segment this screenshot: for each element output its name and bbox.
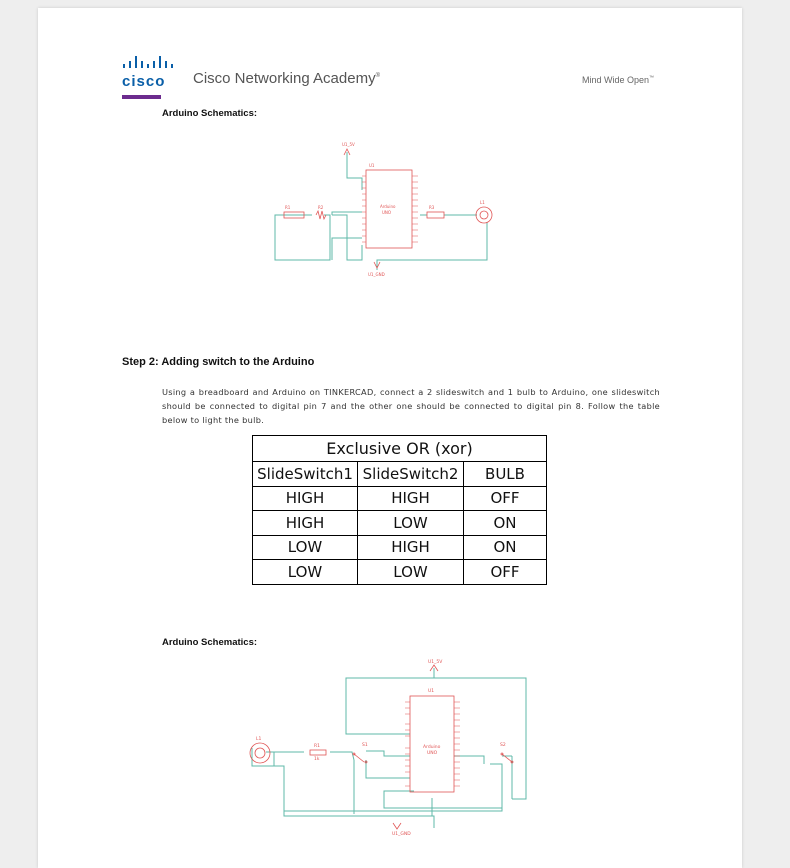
cisco-bars-icon <box>122 55 180 71</box>
label-r1: R1 <box>285 205 291 210</box>
schematic-diagram-1 <box>272 140 502 280</box>
table-row <box>253 486 547 511</box>
header-cell: SlideSwitch2 <box>358 462 464 487</box>
accent-bar <box>122 95 161 99</box>
label-5v-2: U1_5V <box>428 660 443 665</box>
label-arduino: Arduino <box>380 204 396 209</box>
label-l1: L1 <box>480 200 485 205</box>
label-r2: R2 <box>318 205 324 210</box>
schematics-heading-2: Arduino Schematics: <box>162 637 258 648</box>
label-s2: S2 <box>500 743 506 748</box>
label-r1-value: 1k <box>314 757 320 762</box>
table-cell: HIGH <box>358 535 464 560</box>
schematics-heading-1: Arduino Schematics: <box>162 108 258 119</box>
arduino-board-2 <box>410 696 454 792</box>
table-cell: ON <box>464 511 547 536</box>
label-5v: U1_5V <box>342 142 355 147</box>
cisco-logo <box>122 55 182 90</box>
bulb-icon <box>476 207 492 223</box>
label-uno: UNO <box>382 210 392 215</box>
label-uno-2: UNO <box>427 751 438 756</box>
tagline: Mind Wide Open™ <box>582 75 655 85</box>
label-l1-2: L1 <box>256 737 262 742</box>
table-cell: HIGH <box>253 486 358 511</box>
label-arduino-2: Arduino <box>423 745 441 750</box>
table-cell: LOW <box>358 560 464 585</box>
table-row <box>253 511 547 536</box>
step2-heading: Step 2: Adding switch to the Arduino <box>122 356 315 368</box>
table-cell: LOW <box>253 560 358 585</box>
table-cell: OFF <box>464 560 547 585</box>
table-cell: LOW <box>358 511 464 536</box>
label-r1-2: R1 <box>314 744 320 749</box>
header-cell: SlideSwitch1 <box>253 462 358 487</box>
table-row <box>253 535 547 560</box>
label-gnd: U1_GND <box>368 272 385 277</box>
academy-name: Cisco Networking Academy® <box>193 70 380 87</box>
table-cell: ON <box>464 535 547 560</box>
cisco-wordmark: cisco <box>122 73 166 90</box>
label-u1: U1 <box>369 163 375 168</box>
label-s1: S1 <box>362 743 368 748</box>
label-gnd-2: U1_GND <box>392 832 411 837</box>
label-r3: R3 <box>429 205 435 210</box>
table-title: Exclusive OR (xor) <box>253 436 547 462</box>
arduino-board <box>366 170 412 248</box>
table-cell: OFF <box>464 486 547 511</box>
bulb-icon-2 <box>250 743 270 763</box>
header-cell: BULB <box>464 462 547 487</box>
step2-paragraph: Using a breadboard and Arduino on TINKERCAD, connect a 2 slideswitch and 1 bulb to Arduino, one slideswitch should be connected to digital pin 7 and the other one should be connected to digital pin 8. Follow the table below to light the bulb. <box>162 387 660 425</box>
table-cell: HIGH <box>358 486 464 511</box>
table-cell: HIGH <box>253 511 358 536</box>
label-u1-2: U1 <box>428 689 435 694</box>
xor-truth-table <box>252 435 547 585</box>
table-cell: LOW <box>253 535 358 560</box>
schematic-diagram-2 <box>244 656 534 838</box>
table-row <box>253 560 547 585</box>
